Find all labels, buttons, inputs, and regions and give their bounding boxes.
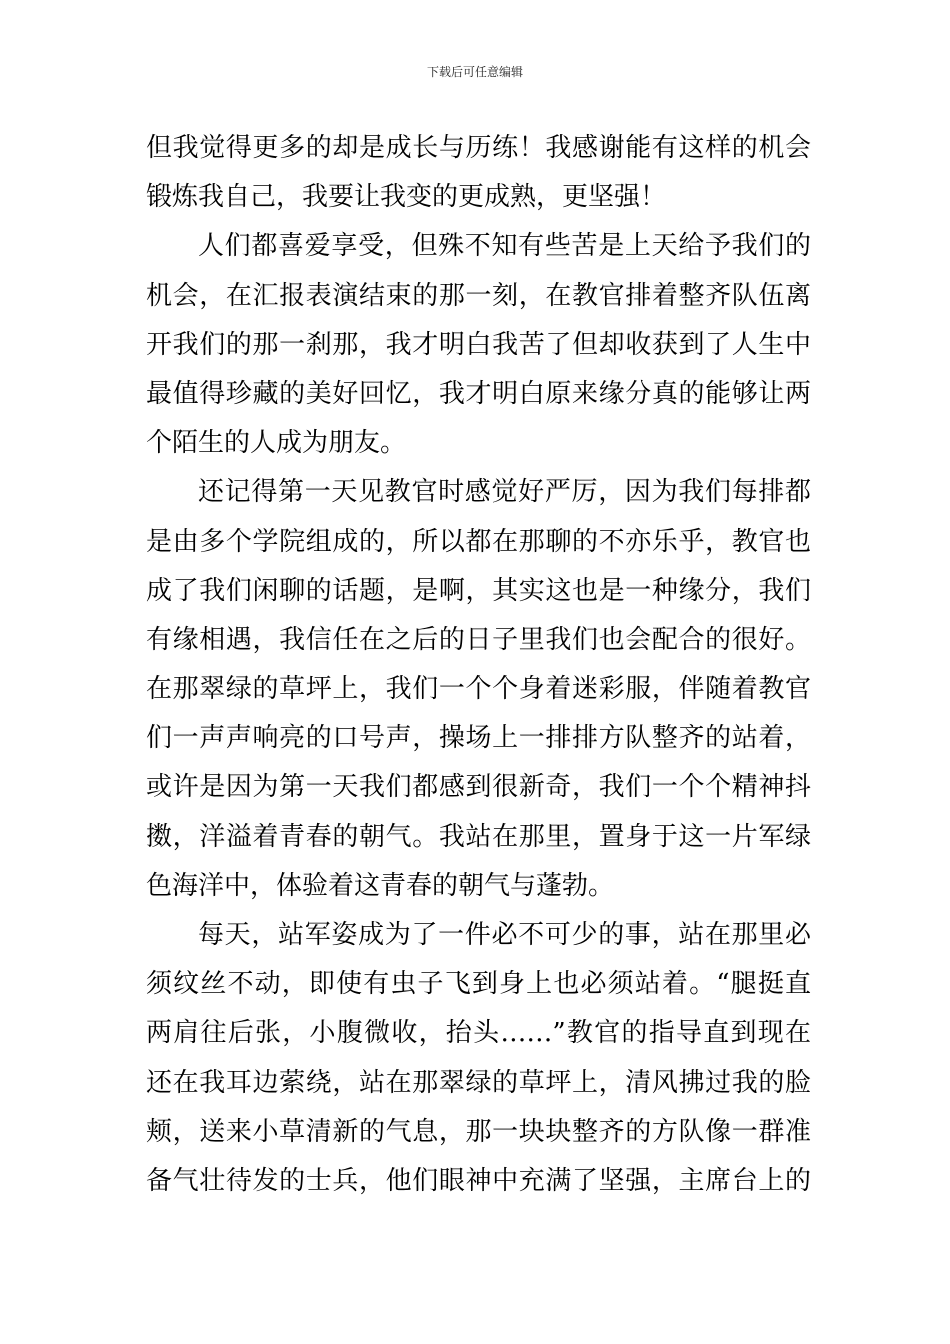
text-line: 但我觉得更多的却是成长与历练！我感谢能有这样的机会 — [146, 133, 811, 163]
text-line: 有缘相遇，我信任在之后的日子里我们也会配合的很好。 — [146, 624, 811, 655]
text-line: 或许是因为第一天我们都感到很新奇，我们一个个精神抖 — [146, 772, 811, 803]
text-line: 在那翠绿的草坪上，我们一个个身着迷彩服，伴随着教官 — [146, 674, 811, 705]
text-line: 每天，站军姿成为了一件必不可少的事，站在那里必 — [198, 920, 811, 950]
text-line: 还在我耳边萦绕，站在那翠绿的草坪上，清风拂过我的脸 — [146, 1067, 811, 1098]
text-line: 最值得珍藏的美好回忆，我才明白原来缘分真的能够让两 — [146, 378, 811, 409]
text-line: 机会，在汇报表演结束的那一刻，在教官排着整齐队伍离 — [146, 280, 811, 311]
text-line: 开我们的那一刹那，我才明白我苦了但却收获到了人生中 — [146, 329, 811, 360]
document-body — [146, 124, 811, 1206]
text-line: 擞，洋溢着青春的朝气。我站在那里，置身于这一片军绿 — [146, 821, 811, 852]
text-line: 是由多个学院组成的，所以都在那聊的不亦乐乎，教官也 — [146, 526, 811, 557]
text-line: 个陌生的人成为朋友。 — [146, 428, 407, 459]
text-line: 们一声声响亮的口号声，操场上一排排方队整齐的站着， — [146, 723, 811, 754]
text-line: 成了我们闲聊的话题，是啊，其实这也是一种缘分，我们 — [146, 575, 811, 606]
text-line: 还记得第一天见教官时感觉好严厉，因为我们每排都 — [198, 477, 811, 508]
page-header: 下载后可任意编辑 — [426, 65, 523, 79]
text-line: 颊，送来小草清新的气息，那一块块整齐的方队像一群准 — [146, 1116, 811, 1147]
text-line: 须纹丝不动，即使有虫子飞到身上也必须站着。“腿挺直 — [146, 969, 811, 1000]
text-line: 锻炼我自己，我要让我变的更成熟，更坚强！ — [146, 182, 667, 213]
text-line: 两肩往后张，小腹微收，抬头……”教官的指导直到现在 — [146, 1018, 811, 1049]
text-line: 色海洋中，体验着这青春的朝气与蓬勃。 — [146, 870, 615, 901]
text-line: 备气壮待发的士兵，他们眼神中充满了坚强，主席台上的 — [146, 1165, 811, 1196]
text-line: 人们都喜爱享受，但殊不知有些苦是上天给予我们的 — [198, 231, 811, 262]
